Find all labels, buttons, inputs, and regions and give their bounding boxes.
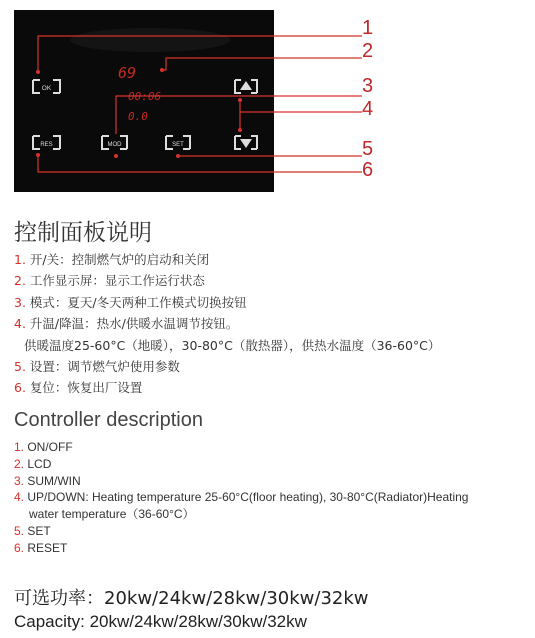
list-item: 4. 升温/降温：热水/供暖水温调节按钮。 xyxy=(14,316,239,332)
en-section-title: Controller description xyxy=(14,409,203,431)
panel-diagram xyxy=(0,0,535,200)
lcd-bottom-value: 0.0 xyxy=(128,110,148,123)
callout-4: 4 xyxy=(362,98,374,120)
lcd-mid-value: 00:06 xyxy=(128,90,162,103)
list-item: 1. 开/关：控制燃气炉的启动和关闭 xyxy=(14,252,210,267)
list-item: 6. RESET xyxy=(14,540,68,555)
callout-2: 2 xyxy=(362,40,374,62)
capacity-cn: 可选功率：20kw/24kw/28kw/30kw/32kw xyxy=(14,588,369,609)
lcd-top-value: 69 xyxy=(118,64,137,82)
list-item: 1. ON/OFF xyxy=(14,440,73,454)
capacity-en: Capacity: 20kw/24kw/28kw/30kw/32kw xyxy=(14,612,307,631)
list-item-detail: 供暖温度25-60°C（地暖），30-80°C（散热器），供热水温度（36-60°C） xyxy=(24,337,441,353)
ok-label: OK xyxy=(41,85,52,92)
callout-5: 5 xyxy=(362,138,374,160)
callout-3: 3 xyxy=(362,75,374,97)
list-item-detail: water temperature（36-60°C） xyxy=(29,507,195,522)
cn-list xyxy=(14,249,440,399)
list-item: 3. 模式：夏天/冬天两种工作模式切换按钮 xyxy=(14,294,247,310)
list-item: 2. LCD xyxy=(14,456,52,471)
set-label: SET xyxy=(172,142,184,148)
list-item: 5. SET xyxy=(14,523,51,538)
down-button[interactable] xyxy=(235,136,257,149)
reset-button[interactable] xyxy=(33,136,60,149)
list-item: 3. SUM/WIN xyxy=(14,473,81,488)
down-arrow-icon xyxy=(240,139,252,148)
callout-1: 1 xyxy=(362,17,374,39)
set-button[interactable] xyxy=(166,136,190,149)
res-label: RES xyxy=(40,142,53,148)
list-item: 6. 复位：恢复出厂设置 xyxy=(14,380,143,396)
list-item: 4. UP/DOWN: Heating temperature 25-60°C(floor heating), 30-80°C(Radiator)Heating xyxy=(14,490,469,505)
up-arrow-icon xyxy=(240,81,252,90)
list-item: 2. 工作显示屏：显示工作运行状态 xyxy=(14,273,205,289)
en-list xyxy=(14,439,524,557)
callout-6: 6 xyxy=(362,159,374,181)
mod-label: MOD xyxy=(107,142,122,148)
up-button[interactable] xyxy=(235,80,257,93)
cn-section-title: 控制面板说明 xyxy=(14,220,152,246)
ok-button[interactable] xyxy=(33,80,60,93)
mode-button[interactable] xyxy=(102,136,127,149)
list-item: 5. 设置：调节燃气炉使用参数 xyxy=(14,359,180,375)
